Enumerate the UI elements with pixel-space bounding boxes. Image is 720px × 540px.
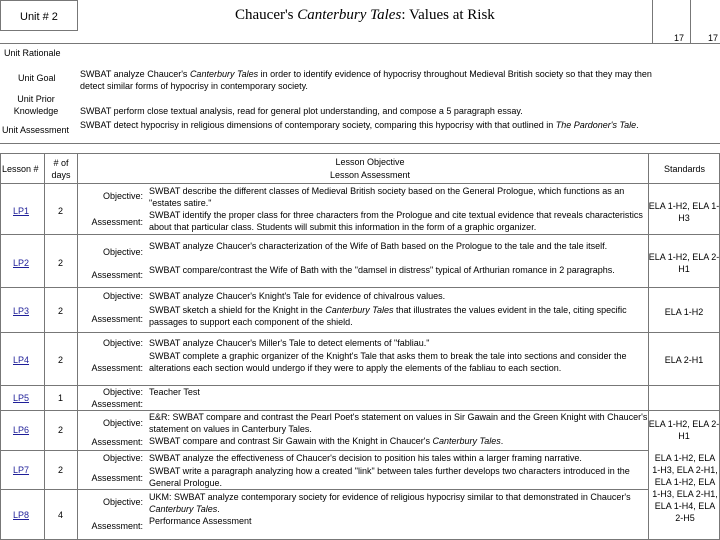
lesson-objective: SWBAT analyze Chaucer's characterization of the Wife of Bath based on the Prologue to the tale and the tale itself. bbox=[149, 241, 608, 251]
lesson-assessment: SWBAT complete a graphic organizer of the Knight's Tale that asks them to break the tale into sections and consider the alterations each section would undergo if they were to apply the elements of the fabliau to each section. bbox=[149, 351, 627, 373]
assessment-label: Assessment: bbox=[91, 217, 143, 227]
lesson-assessment: SWBAT sketch a shield for the Knight in the Canterbury Tales that illustrates the values evident in the tale, citing specific passages to support each component of the shield. bbox=[149, 305, 627, 327]
lesson-assessment: SWBAT compare/contrast the Wife of Bath with the "damsel in distress" typical of Arthurian romance in 2 paragraphs. bbox=[149, 265, 615, 275]
lesson-objective: SWBAT describe the different classes of Medieval British society based on the General Prologue, which functions as an "estates satire." bbox=[149, 186, 625, 208]
lesson-objective: E&R: SWBAT compare and contrast the Pearl Poet's statement on values in Sir Gawain and the Green Knight with Chaucer's statement on values in Canterbury Tales. bbox=[149, 412, 648, 434]
objective-label: Objective: bbox=[102, 247, 143, 257]
lesson-standards: ELA 2-H1 bbox=[664, 355, 704, 365]
lesson-link-lp4[interactable]: LP4 bbox=[13, 355, 30, 365]
header-number-a: 17 bbox=[674, 33, 685, 43]
lesson-assessment: SWBAT write a paragraph analyzing how a created "link" between tales further develops two characters introduced in the General Prologue. bbox=[149, 466, 630, 488]
lesson-days: 4 bbox=[58, 510, 64, 520]
unit-rationale-label: Unit Rationale bbox=[4, 48, 61, 58]
assessment-label: Assessment: bbox=[91, 363, 143, 373]
assessment-label: Assessment: bbox=[91, 521, 143, 531]
lesson-standards: ELA 1-H2, ELA 2-H1 bbox=[648, 252, 720, 274]
col-header-days: # of days bbox=[51, 158, 71, 180]
objective-label: Objective: bbox=[102, 453, 143, 463]
lesson-link-lp7[interactable]: LP7 bbox=[13, 465, 30, 475]
col-header-objective: Lesson Objective bbox=[335, 157, 405, 167]
lesson-assessment: Performance Assessment bbox=[149, 516, 252, 526]
lesson-standards: ELA 1-H2, ELA 2-H1 bbox=[648, 419, 720, 441]
rationale-rule bbox=[0, 143, 720, 144]
objective-label: Objective: bbox=[102, 497, 143, 507]
row-rule bbox=[0, 489, 648, 490]
lesson-objective: Teacher Test bbox=[149, 387, 200, 397]
lesson-link-lp5[interactable]: LP5 bbox=[13, 393, 30, 403]
lesson-days: 2 bbox=[58, 258, 64, 268]
lesson-assessment: SWBAT identify the proper class for three characters from the Prologue and cite textual evidence that reveals characteristics about that particular class. Students will submit this information in the form of a graphic organizer. bbox=[149, 210, 643, 232]
lesson-link-lp6[interactable]: LP6 bbox=[13, 425, 30, 435]
lesson-objective: SWBAT analyze Chaucer's Knight's Tale for evidence of chivalrous values. bbox=[149, 291, 446, 301]
lesson-link-lp1[interactable]: LP1 bbox=[13, 206, 30, 216]
unit-assessment-label: Unit Assessment bbox=[2, 125, 70, 135]
unit-assessment-text: SWBAT detect hypocrisy in religious dimensions of contemporary society, comparing this hypocrisy with that outlined in The Pardoner's Tale. bbox=[80, 120, 639, 130]
col-header-assessment: Lesson Assessment bbox=[329, 170, 411, 180]
lesson-link-lp2[interactable]: LP2 bbox=[13, 258, 30, 268]
header-divider-1 bbox=[652, 0, 653, 43]
unit-prior-knowledge-text: SWBAT perform close textual analysis, read for general plot understanding, and compose a 5 paragraph essay. bbox=[80, 106, 523, 116]
lesson-objective: SWBAT analyze the effectiveness of Chaucer's decision to position his tales within a larger framing narrative. bbox=[149, 453, 582, 463]
assessment-label: Assessment: bbox=[91, 270, 143, 280]
lesson-objective: UKM: SWBAT analyze contemporary society for evidence of religious hypocrisy similar to that demonstrated in Chaucer's Canterbury Tales. bbox=[149, 492, 631, 514]
lesson-days: 2 bbox=[58, 465, 64, 475]
assessment-label: Assessment: bbox=[91, 399, 143, 409]
lesson-standards: ELA 1-H2 bbox=[664, 307, 704, 317]
objective-label: Objective: bbox=[102, 338, 143, 348]
lesson-days: 2 bbox=[58, 425, 64, 435]
unit-prior-knowledge-label: Unit Prior Knowledge bbox=[13, 94, 59, 116]
lesson-link-lp3[interactable]: LP3 bbox=[13, 306, 30, 316]
lesson-days: 2 bbox=[58, 306, 64, 316]
row-rule bbox=[0, 234, 720, 235]
row-rule bbox=[0, 332, 720, 333]
objective-label: Objective: bbox=[102, 387, 143, 397]
lesson-link-lp8[interactable]: LP8 bbox=[13, 510, 30, 520]
assessment-label: Assessment: bbox=[91, 314, 143, 324]
lesson-days: 2 bbox=[58, 206, 64, 216]
unit-goal-text: SWBAT analyze Chaucer's Canterbury Tales in order to identify evidence of hypocrisy throughout Medieval British society so that they may then detect similar forms of hypocrisy in contemporary society. bbox=[80, 69, 652, 91]
lesson-days: 2 bbox=[58, 355, 64, 365]
lesson-objective: SWBAT analyze Chaucer's Miller's Tale to detect elements of "fabliau." bbox=[149, 338, 430, 348]
unit-goal-label: Unit Goal bbox=[18, 73, 56, 83]
page-title bbox=[235, 7, 495, 24]
col-divider-days bbox=[44, 153, 45, 540]
lesson-days: 1 bbox=[58, 393, 64, 403]
objective-label: Objective: bbox=[102, 418, 143, 428]
table-header-rule bbox=[0, 183, 720, 184]
row-rule bbox=[0, 450, 648, 451]
title-prefix: Chaucer's bbox=[235, 7, 298, 23]
col-header-standards: Standards bbox=[663, 164, 706, 174]
assessment-label: Assessment: bbox=[91, 473, 143, 483]
lesson-standards-merged: ELA 1-H2, ELA 1-H3, ELA 2-H1, ELA 1-H2, ELA 1-H3, ELA 2-H1, ELA 1-H4, ELA 2-H5 bbox=[652, 453, 718, 523]
lesson-assessment: SWBAT compare and contrast Sir Gawain with the Knight in Chaucer's Canterbury Tales. bbox=[149, 436, 504, 446]
header-rule bbox=[0, 43, 720, 44]
unit-number: Unit # 2 bbox=[20, 11, 58, 23]
header-divider-2 bbox=[690, 0, 691, 43]
objective-label: Objective: bbox=[102, 291, 143, 301]
objective-label: Objective: bbox=[102, 191, 143, 201]
col-header-lesson: Lesson # bbox=[2, 164, 39, 174]
row-rule bbox=[0, 287, 720, 288]
assessment-label: Assessment: bbox=[91, 437, 143, 447]
lesson-standards: ELA 1-H2, ELA 1-H3 bbox=[648, 201, 720, 223]
header-number-b: 17 bbox=[708, 33, 719, 43]
title-italic: Canterbury Tales bbox=[297, 7, 402, 23]
title-suffix: : Values at Risk bbox=[401, 7, 495, 23]
